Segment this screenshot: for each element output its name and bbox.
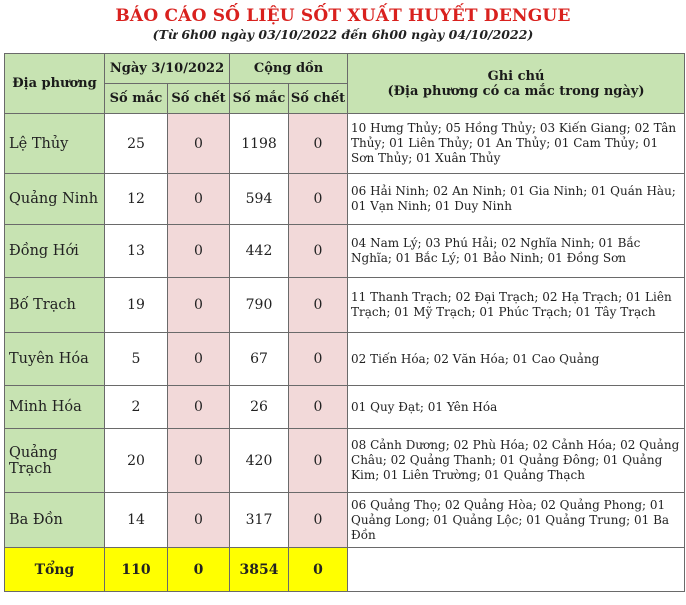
header-deaths: Số chết [168, 84, 230, 114]
table-row [5, 493, 685, 548]
cum-cases-cell: 1198 [230, 114, 289, 174]
cases-cell: 2 [105, 386, 168, 429]
cum-deaths-cell: 0 [289, 114, 348, 174]
deaths-cell: 0 [168, 174, 230, 225]
note-cell: 06 Hải Ninh; 02 An Ninh; 01 Gia Ninh; 01 Quán Hàu; 01 Vạn Ninh; 01 Duy Ninh [348, 174, 685, 225]
table-row [5, 333, 685, 386]
locality-name: Lệ Thủy [5, 114, 105, 174]
header-locality: Địa phương [5, 54, 105, 114]
cum-deaths-cell: 0 [289, 429, 348, 493]
cum-cases-cell: 790 [230, 278, 289, 333]
cases-cell: 25 [105, 114, 168, 174]
cases-cell: 12 [105, 174, 168, 225]
total-label: Tổng [5, 548, 105, 592]
total-deaths: 0 [168, 548, 230, 592]
note-cell: 11 Thanh Trạch; 02 Đại Trạch; 02 Hạ Trạch; 01 Liên Trạch; 01 Mỹ Trạch; 01 Phúc Trạch; 01 Tây Trạch [348, 278, 685, 333]
deaths-cell: 0 [168, 386, 230, 429]
total-cases: 110 [105, 548, 168, 592]
deaths-cell: 0 [168, 278, 230, 333]
deaths-cell: 0 [168, 333, 230, 386]
header-cum-cases: Số mắc [230, 84, 289, 114]
cum-deaths-cell: 0 [289, 174, 348, 225]
cum-deaths-cell: 0 [289, 386, 348, 429]
locality-name: Ba Đồn [5, 493, 105, 548]
total-note-blank [348, 548, 685, 592]
cum-cases-cell: 442 [230, 225, 289, 278]
cum-cases-cell: 594 [230, 174, 289, 225]
note-cell: 02 Tiến Hóa; 02 Văn Hóa; 01 Cao Quảng [348, 333, 685, 386]
cases-cell: 14 [105, 493, 168, 548]
cum-cases-cell: 420 [230, 429, 289, 493]
total-row [5, 548, 685, 592]
cum-deaths-cell: 0 [289, 225, 348, 278]
deaths-cell: 0 [168, 114, 230, 174]
note-cell: 06 Quảng Thọ; 02 Quảng Hòa; 02 Quảng Phong; 01 Quảng Long; 01 Quảng Lộc; 01 Quảng Trung; 01 Ba Đồn [348, 493, 685, 548]
cum-deaths-cell: 0 [289, 493, 348, 548]
cases-cell: 5 [105, 333, 168, 386]
report-title: BÁO CÁO SỐ LIỆU SỐT XUẤT HUYẾT DENGUE [115, 6, 571, 26]
cum-deaths-cell: 0 [289, 278, 348, 333]
table-row [5, 114, 685, 174]
table-row [5, 278, 685, 333]
cum-cases-cell: 67 [230, 333, 289, 386]
table-row [5, 225, 685, 278]
table-row [5, 174, 685, 225]
locality-name: Quảng Ninh [5, 174, 105, 225]
header-cumulative-group: Cộng dồn [230, 54, 348, 84]
table-row [5, 386, 685, 429]
report-subtitle: (Từ 6h00 ngày 03/10/2022 đến 6h00 ngày 04/10/2022) [152, 27, 534, 42]
note-cell: 01 Quy Đạt; 01 Yên Hóa [348, 386, 685, 429]
cases-cell: 20 [105, 429, 168, 493]
note-cell: 08 Cảnh Dương; 02 Phù Hóa; 02 Cảnh Hóa; 02 Quảng Châu; 02 Quảng Thanh; 01 Quảng Đông; 01 Quảng Kim; 01 Liên Trường; 01 Quảng Thạch [348, 429, 685, 493]
locality-name: Minh Hóa [5, 386, 105, 429]
header-note-subtitle: (Địa phương có ca mắc trong ngày) [387, 83, 645, 99]
table-row [5, 429, 685, 493]
header-cum-deaths: Số chết [289, 84, 348, 114]
header-date-group: Ngày 3/10/2022 [105, 54, 230, 84]
locality-name: Đồng Hới [5, 225, 105, 278]
header-cases: Số mắc [105, 84, 168, 114]
dengue-report-table [4, 53, 685, 592]
locality-name: Tuyên Hóa [5, 333, 105, 386]
cases-cell: 13 [105, 225, 168, 278]
note-cell: 10 Hưng Thủy; 05 Hồng Thủy; 03 Kiến Giang; 02 Tân Thủy; 01 Liên Thủy; 01 An Thủy; 01 Cam Thủy; 01 Sơn Thủy; 01 Xuân Thủy [348, 114, 685, 174]
locality-name: Bố Trạch [5, 278, 105, 333]
locality-name: Quảng Trạch [5, 429, 105, 493]
deaths-cell: 0 [168, 225, 230, 278]
cum-deaths-cell: 0 [289, 333, 348, 386]
cum-cases-cell: 317 [230, 493, 289, 548]
deaths-cell: 0 [168, 429, 230, 493]
total-cum-deaths: 0 [289, 548, 348, 592]
header-note [348, 54, 685, 114]
deaths-cell: 0 [168, 493, 230, 548]
cum-cases-cell: 26 [230, 386, 289, 429]
cases-cell: 19 [105, 278, 168, 333]
header-note-title: Ghi chú [487, 68, 545, 84]
total-cum-cases: 3854 [230, 548, 289, 592]
note-cell: 04 Nam Lý; 03 Phú Hải; 02 Nghĩa Ninh; 01 Bắc Nghĩa; 01 Bắc Lý; 01 Bảo Ninh; 01 Đồng Sơn [348, 225, 685, 278]
